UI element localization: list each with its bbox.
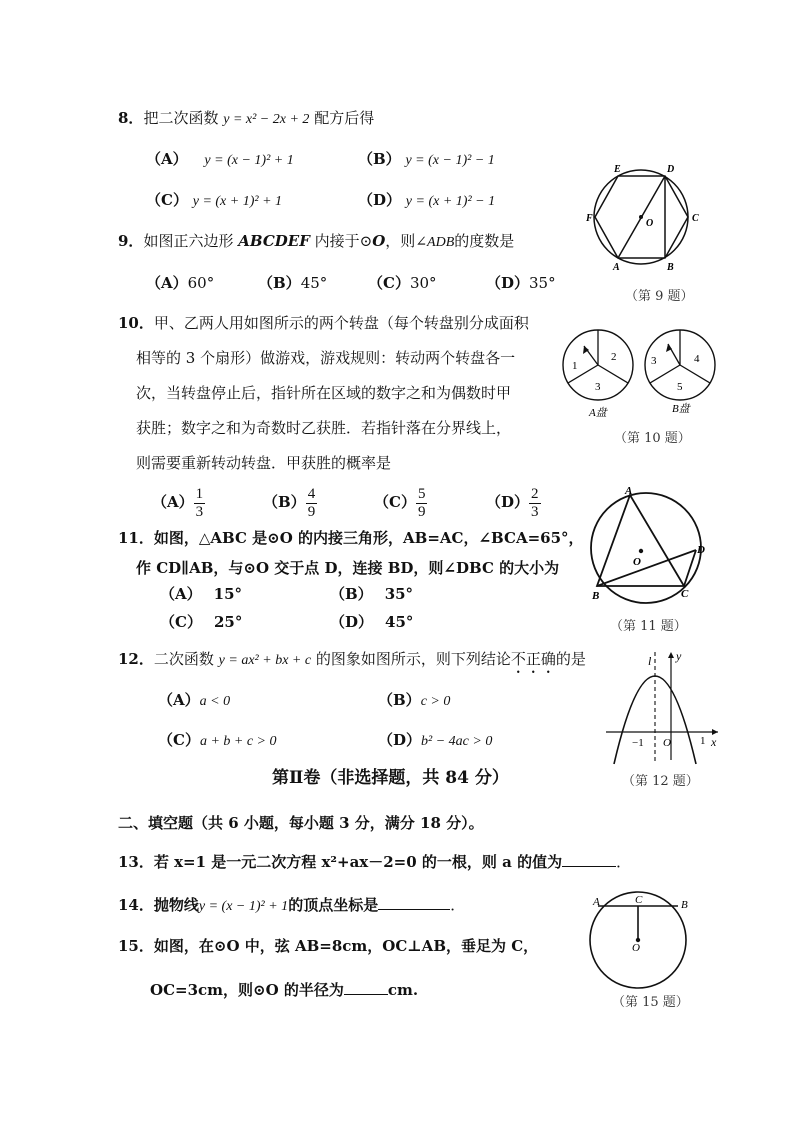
q10-line-2: 相等的 3 个扇形）做游戏，游戏规则：转动两个转盘各一 [136, 349, 516, 367]
q8-option-a [146, 149, 294, 171]
q9-stem-text: 如图正六边形 [143, 232, 234, 250]
q8-option-b [358, 149, 495, 171]
denominator: 9 [307, 503, 316, 520]
q8-stem [118, 108, 374, 130]
label-d: D [667, 164, 675, 175]
q14 [118, 895, 465, 917]
option-text: y = (x − 1)² − 1 [405, 153, 495, 168]
spinner-b-number: 3 [651, 355, 657, 367]
option-text: 30° [409, 274, 437, 292]
option-text: b² − 4ac > 0 [421, 734, 493, 749]
label-c: C [692, 213, 699, 224]
option-text: 35° [384, 585, 414, 603]
denominator: 9 [417, 503, 426, 520]
q12-emphasis: 不正确 [510, 650, 556, 668]
q12-stem [118, 649, 586, 677]
option-text: 60° [187, 274, 215, 292]
q8-option-c [146, 190, 282, 212]
q9-stem-text: 的度数是 [454, 232, 515, 250]
option-text: y = (x + 1)² − 1 [405, 194, 496, 209]
q9-figure-caption: （第 9 题） [625, 289, 694, 304]
numerator: 2 [531, 485, 539, 502]
q11-line-1 [118, 528, 584, 548]
option-label: （C） [374, 493, 416, 511]
q10-number: 10． [118, 314, 154, 332]
q15-line-1 [118, 936, 538, 956]
label-b: B [592, 590, 600, 602]
q15-circle-figure [588, 890, 698, 990]
label-a: A [593, 896, 600, 908]
option-label: （D） [330, 613, 374, 631]
option-label: （C） [368, 274, 410, 292]
option-text: 35° [529, 274, 556, 292]
fraction [306, 486, 318, 521]
q11-option-b [330, 584, 413, 604]
q14-end: ． [450, 896, 466, 914]
q10-option-c [374, 484, 427, 521]
q9-number: 9． [118, 232, 144, 250]
q10-option-b [263, 484, 317, 521]
section2-note: （共 6 小题，每小题 3 分，满分 18 分）。 [193, 814, 484, 832]
q9-option-a [146, 273, 214, 293]
q11-triangle-figure [585, 485, 715, 615]
q15-line-2 [150, 980, 418, 1000]
spinner-a-number: 3 [595, 381, 601, 393]
q14-answer-blank[interactable] [378, 895, 450, 910]
option-text: y = (x + 1)² + 1 [192, 194, 283, 209]
fraction [194, 486, 206, 521]
q12-option-d [378, 730, 492, 752]
part2-title: 第Ⅱ卷（非选择题，共 84 分） [272, 768, 509, 788]
label-one: 1 [700, 735, 706, 747]
label-a: A [625, 485, 633, 497]
q10-option-a [152, 484, 205, 521]
q9-hexagon-figure [585, 162, 715, 277]
label-d: D [697, 544, 705, 556]
q12-expression: y = ax² + bx + c [218, 653, 312, 668]
q10-line-1 [118, 313, 529, 333]
label-o: O [646, 218, 654, 229]
q9-angle: ∠ADB [415, 235, 455, 250]
label-a: A [613, 262, 620, 273]
q11-text: 如图，△ABC 是⊙O 的内接三角形，AB=AC，∠BCA=65°， [153, 529, 584, 547]
q13-answer-blank[interactable] [562, 852, 616, 867]
q15-text: OC=3cm，则⊙O 的半径为 [150, 981, 344, 999]
label-o: O [633, 556, 641, 568]
q9-hexagon-name: ABCDEF [238, 232, 310, 250]
option-text: a < 0 [199, 694, 231, 709]
spinner-a-number: 1 [572, 360, 578, 372]
q12-option-c [158, 730, 277, 752]
label-minus-one: −1 [632, 737, 644, 749]
q15-text: 如图，在⊙O 中，弦 AB=8cm，OC⊥AB，垂足为 C， [153, 937, 539, 955]
spinner-b-number: 5 [677, 381, 683, 393]
q15-number: 15． [118, 937, 154, 955]
fraction [529, 486, 541, 521]
option-label: （B） [378, 691, 421, 709]
option-label: （B） [258, 274, 301, 292]
option-label: （B） [330, 585, 373, 603]
q15-answer-blank[interactable] [344, 980, 388, 995]
numerator: 1 [195, 485, 204, 502]
option-text: 15° [213, 585, 243, 603]
option-label: （A） [146, 274, 188, 292]
numerator: 4 [307, 485, 316, 502]
q14-tail: 的顶点坐标是 [288, 896, 379, 914]
q9-circle-name: O [372, 232, 386, 250]
q9-option-b [258, 273, 327, 293]
section2-heading [118, 813, 484, 833]
label-l: l [648, 654, 652, 668]
spinner-b-number: 4 [694, 353, 700, 365]
option-text: y = (x − 1)² + 1 [204, 153, 294, 168]
label-x: x [711, 735, 717, 749]
q12-option-a [158, 690, 230, 712]
option-label: （D） [358, 191, 402, 209]
q13 [118, 852, 631, 872]
q9-stem-text: 内接于⊙ [314, 232, 373, 250]
q11-option-a [160, 584, 242, 604]
q11-option-c [160, 612, 242, 632]
q14-stem: 抛物线 [153, 896, 199, 914]
q10-text: 甲、乙两人用如图所示的两个转盘（每个转盘别分成面积 [153, 314, 529, 332]
q9-option-d [486, 273, 556, 293]
q9-stem [118, 231, 514, 253]
label-b: B [667, 262, 674, 273]
q10-spinners-figure [560, 328, 730, 428]
spinner-b-label: B盘 [672, 403, 690, 415]
q12-option-b [378, 690, 450, 712]
q12-stem-text: 二次函数 [153, 650, 214, 668]
option-label: （B） [358, 150, 401, 168]
option-label: （D） [486, 493, 530, 511]
q12-stem-text: 的图象如图所示，则下列结论 [315, 650, 511, 668]
q12-number: 12． [118, 650, 154, 668]
q10-option-d [486, 484, 541, 521]
option-label: （A） [158, 691, 200, 709]
q15-figure-caption: （第 15 题） [612, 995, 689, 1010]
option-text: 25° [213, 613, 243, 631]
option-label: （B） [263, 493, 306, 511]
option-label: （A） [152, 493, 194, 511]
q8-stem-text: 把二次函数 [143, 109, 219, 127]
spinner-a-number: 2 [611, 351, 617, 363]
option-label: （D） [486, 274, 530, 292]
q13-number: 13． [118, 853, 154, 871]
denominator: 3 [195, 503, 204, 520]
option-label: （C） [158, 731, 200, 749]
option-label: （C） [146, 191, 188, 209]
label-f: F [586, 213, 593, 224]
label-c: C [681, 588, 689, 600]
q12-figure-caption: （第 12 题） [622, 774, 699, 789]
label-o: O [663, 737, 671, 749]
option-text: 45° [300, 274, 328, 292]
q8-number: 8． [118, 109, 144, 127]
q14-expression: y = (x − 1)² + 1 [198, 899, 289, 914]
q14-number: 14． [118, 896, 154, 914]
q11-line-2: 作 CD∥AB，与⊙O 交于点 D，连接 BD，则∠DBC 的大小为 [136, 559, 560, 577]
q12-parabola-figure [596, 648, 726, 768]
option-text: 45° [385, 613, 414, 631]
label-c: C [635, 894, 643, 906]
option-text: c > 0 [420, 694, 451, 709]
section2-title: 二、填空题 [118, 814, 194, 832]
q15-unit: cm. [387, 981, 419, 999]
q8-option-d [358, 190, 495, 212]
q13-end: ． [616, 853, 632, 871]
q13-text: 若 x=1 是一元二次方程 x²+ax－2=0 的一根，则 a 的值为 [153, 853, 563, 871]
option-text: a + b + c > 0 [199, 734, 277, 749]
q9-option-c [368, 273, 437, 293]
spinner-a-label: A盘 [589, 407, 607, 419]
label-e: E [614, 164, 621, 175]
numerator: 5 [417, 485, 426, 502]
q10-line-5: 则需要重新转动转盘．甲获胜的概率是 [136, 454, 392, 472]
q11-figure-caption: （第 11 题） [610, 619, 687, 634]
q9-stem-text: ，则 [385, 232, 416, 250]
fraction [416, 486, 428, 521]
q10-line-3: 次，当转盘停止后，指针所在区域的数字之和为偶数时甲 [136, 384, 512, 402]
q10-line-4: 获胜；数字之和为奇数时乙获胜．若指针落在分界线上， [136, 419, 512, 437]
option-label: （A） [160, 585, 202, 603]
q10-figure-caption: （第 10 题） [614, 431, 691, 446]
denominator: 3 [531, 503, 539, 520]
label-o: O [632, 942, 640, 954]
option-label: （C） [160, 613, 202, 631]
option-label: （D） [378, 731, 422, 749]
label-b: B [681, 899, 688, 911]
q11-option-d [330, 612, 413, 632]
label-y: y [676, 649, 682, 663]
q8-expression: y = x² − 2x + 2 [223, 112, 310, 127]
q8-stem-tail: 配方后得 [314, 109, 375, 127]
option-label: （A） [146, 150, 188, 168]
q11-number: 11． [118, 529, 154, 547]
q12-stem-text: 的是 [555, 650, 586, 668]
